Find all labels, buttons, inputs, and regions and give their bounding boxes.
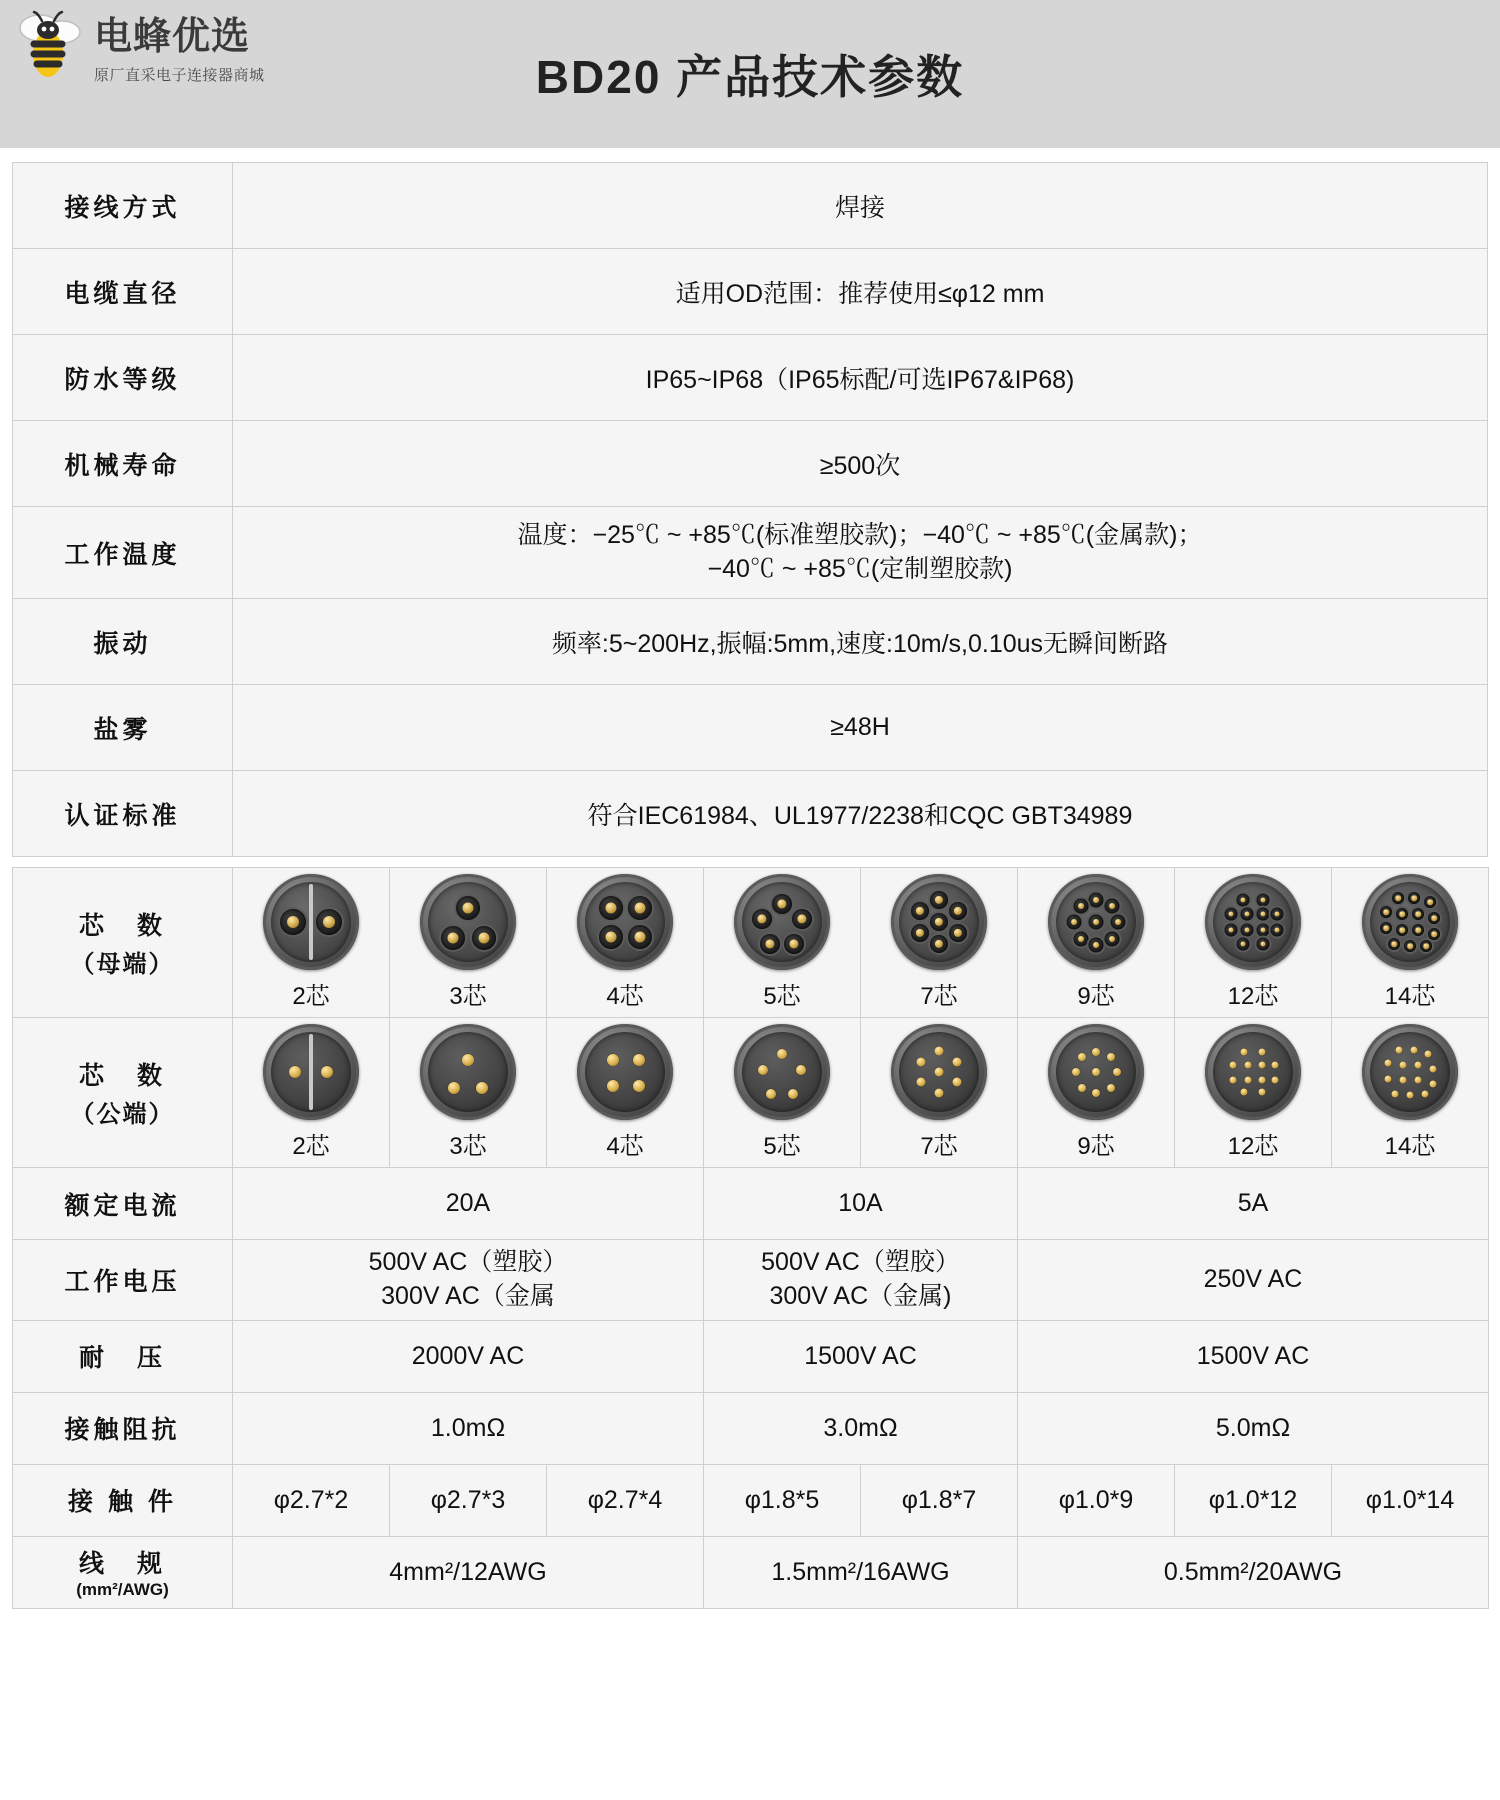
wire-gauge-value-2: 1.5mm²/16AWG [704, 1536, 1018, 1608]
contact-resistance-value-1: 1.0mΩ [233, 1392, 704, 1464]
working-voltage-group-1 [233, 1240, 704, 1321]
connector-face-male-4 [577, 1024, 673, 1120]
connector-face-female-3 [420, 874, 516, 970]
working-voltage-g2-line1: 500V AC（塑胶） [761, 1248, 960, 1276]
row-label-wire-gauge [13, 1536, 233, 1608]
row-label-core-male [13, 1018, 233, 1168]
wire-gauge-label-sub: (mm²/AWG) [76, 1580, 169, 1599]
row-value-wiring: 焊接 [233, 163, 1488, 249]
row-label-mech-life: 机械寿命 [13, 421, 233, 507]
contacts-value-4: φ1.8*5 [704, 1464, 861, 1536]
connector-caption: 9芯 [1077, 983, 1115, 1010]
row-label-contacts: 接 触 件 [13, 1464, 233, 1536]
row-label-vibration: 振动 [13, 599, 233, 685]
connector-face-female-12 [1205, 874, 1301, 970]
connector-face-male-14 [1362, 1024, 1458, 1120]
connector-face-female-5 [734, 874, 830, 970]
contact-resistance-value-3: 5.0mΩ [1018, 1392, 1489, 1464]
connector-face-female-2 [263, 874, 359, 970]
contacts-value-7: φ1.0*12 [1175, 1464, 1332, 1536]
rated-current-value-3: 5A [1018, 1168, 1489, 1240]
core-female-label-sub: （母端） [70, 951, 175, 978]
table-row [13, 163, 1488, 249]
connector-cell-male-7 [861, 1018, 1018, 1168]
connector-caption: 2芯 [292, 1133, 330, 1160]
spec-sheet [0, 148, 1500, 1609]
connector-caption: 5芯 [763, 983, 801, 1010]
page-title: BD20 产品技术参数 [535, 51, 965, 103]
connector-caption: 9芯 [1077, 1133, 1115, 1160]
connector-caption: 4芯 [606, 1133, 644, 1160]
connector-cell-male-14 [1332, 1018, 1489, 1168]
table-row [13, 421, 1488, 507]
working-voltage-g1-line1: 500V AC（塑胶） [368, 1248, 568, 1276]
connector-caption: 7芯 [920, 983, 958, 1010]
connector-cell-male-9 [1018, 1018, 1175, 1168]
row-value-certification: 符合IEC61984、UL1977/2238和CQC GBT34989 [233, 771, 1488, 857]
table-row-rated-current [13, 1168, 1489, 1240]
wire-gauge-value-1: 4mm²/12AWG [233, 1536, 704, 1608]
connector-cell-female-14 [1332, 868, 1489, 1018]
connector-caption: 2芯 [292, 983, 330, 1010]
connector-cell-male-4 [547, 1018, 704, 1168]
connector-cell-female-2 [233, 868, 390, 1018]
temperature-line-1: 温度：−25℃ ~ +85℃(标准塑胶款)；−40℃ ~ +85℃(金属款)； [517, 520, 1203, 549]
wire-gauge-label-main: 线 规 [78, 1550, 166, 1578]
row-value-mech-life: ≥500次 [233, 421, 1488, 507]
withstand-voltage-value-2: 1500V AC [704, 1320, 1018, 1392]
contacts-value-1: φ2.7*2 [233, 1464, 390, 1536]
contact-resistance-value-2: 3.0mΩ [704, 1392, 1018, 1464]
connector-caption: 7芯 [920, 1133, 958, 1160]
row-label-wiring: 接线方式 [13, 163, 233, 249]
spec-table-top [12, 162, 1488, 857]
connector-caption: 14芯 [1384, 1133, 1436, 1160]
withstand-voltage-value-1: 2000V AC [233, 1320, 704, 1392]
connector-caption: 3芯 [449, 983, 487, 1010]
connector-caption: 12芯 [1227, 983, 1279, 1010]
row-label-core-female [13, 868, 233, 1018]
connector-cell-male-3 [390, 1018, 547, 1168]
table-row-contacts [13, 1464, 1489, 1536]
row-label-rated-current: 额定电流 [13, 1168, 233, 1240]
connector-cell-female-3 [390, 868, 547, 1018]
row-label-withstand-voltage: 耐 压 [13, 1320, 233, 1392]
rated-current-value-1: 20A [233, 1168, 704, 1240]
connector-face-male-12 [1205, 1024, 1301, 1120]
connector-cell-female-7 [861, 868, 1018, 1018]
connector-caption: 14芯 [1384, 983, 1436, 1010]
connector-face-female-7 [891, 874, 987, 970]
connector-caption: 3芯 [449, 1133, 487, 1160]
row-label-contact-resistance: 接触阻抗 [13, 1392, 233, 1464]
row-label-salt-spray: 盐雾 [13, 685, 233, 771]
row-label-working-voltage: 工作电压 [13, 1240, 233, 1321]
table-row-withstand-voltage [13, 1320, 1489, 1392]
row-label-waterproof: 防水等级 [13, 335, 233, 421]
connector-cell-female-12 [1175, 868, 1332, 1018]
table-row [13, 507, 1488, 599]
working-voltage-group-3: 250V AC [1018, 1240, 1489, 1321]
connector-face-male-7 [891, 1024, 987, 1120]
table-row-wire-gauge [13, 1536, 1489, 1608]
table-row [13, 335, 1488, 421]
row-value-temperature [233, 507, 1488, 599]
row-value-vibration: 频率:5~200Hz,振幅:5mm,速度:10m/s,0.10us无瞬间断路 [233, 599, 1488, 685]
connector-cell-male-5 [704, 1018, 861, 1168]
core-male-label-sub: （公端） [70, 1101, 175, 1128]
withstand-voltage-value-3: 1500V AC [1018, 1320, 1489, 1392]
contacts-value-5: φ1.8*7 [861, 1464, 1018, 1536]
connector-face-male-3 [420, 1024, 516, 1120]
connector-cell-female-5 [704, 868, 861, 1018]
table-row [13, 249, 1488, 335]
contacts-value-8: φ1.0*14 [1332, 1464, 1489, 1536]
table-row [13, 685, 1488, 771]
core-male-label-main: 芯 数 [78, 1062, 166, 1090]
contacts-value-3: φ2.7*4 [547, 1464, 704, 1536]
table-row-core-female [13, 868, 1489, 1018]
working-voltage-g2-line2: 300V AC（金属) [769, 1281, 952, 1310]
brand-text [94, 8, 265, 85]
bee-logo-icon [10, 8, 88, 84]
connector-caption: 12芯 [1227, 1133, 1279, 1160]
table-row [13, 771, 1488, 857]
spec-table-bottom [12, 867, 1489, 1609]
table-row-contact-resistance [13, 1392, 1489, 1464]
connector-face-female-9 [1048, 874, 1144, 970]
core-female-label-main: 芯 数 [78, 912, 166, 940]
table-row-working-voltage [13, 1240, 1489, 1321]
connector-face-male-5 [734, 1024, 830, 1120]
row-label-cable-diameter: 电缆直径 [13, 249, 233, 335]
contacts-value-2: φ2.7*3 [390, 1464, 547, 1536]
connector-cell-female-9 [1018, 868, 1175, 1018]
brand-subtitle: 原厂直采电子连接器商城 [94, 66, 265, 84]
working-voltage-group-2 [704, 1240, 1018, 1321]
row-label-certification: 认证标准 [13, 771, 233, 857]
row-value-salt-spray: ≥48H [233, 685, 1488, 771]
connector-caption: 5芯 [763, 1133, 801, 1160]
wire-gauge-value-3: 0.5mm²/20AWG [1018, 1536, 1489, 1608]
connector-face-female-14 [1362, 874, 1458, 970]
table-row-core-male [13, 1018, 1489, 1168]
connector-face-female-4 [577, 874, 673, 970]
connector-cell-male-2 [233, 1018, 390, 1168]
connector-face-male-2 [263, 1024, 359, 1120]
connector-cell-male-12 [1175, 1018, 1332, 1168]
brand-name: 电蜂优选 [94, 16, 251, 58]
row-label-temperature: 工作温度 [13, 507, 233, 599]
row-value-waterproof: IP65~IP68（IP65标配/可选IP67&IP68) [233, 335, 1488, 421]
connector-cell-female-4 [547, 868, 704, 1018]
brand-block [10, 8, 265, 85]
page-header [0, 0, 1500, 148]
temperature-line-2: −40℃ ~ +85℃(定制塑胶款) [707, 554, 1013, 583]
row-value-cable-diameter: 适用OD范围：推荐使用≤φ12 mm [233, 249, 1488, 335]
connector-caption: 4芯 [606, 983, 644, 1010]
table-row [13, 599, 1488, 685]
rated-current-value-2: 10A [704, 1168, 1018, 1240]
working-voltage-g1-line2: 300V AC（金属 [381, 1281, 555, 1310]
contacts-value-6: φ1.0*9 [1018, 1464, 1175, 1536]
connector-face-male-9 [1048, 1024, 1144, 1120]
